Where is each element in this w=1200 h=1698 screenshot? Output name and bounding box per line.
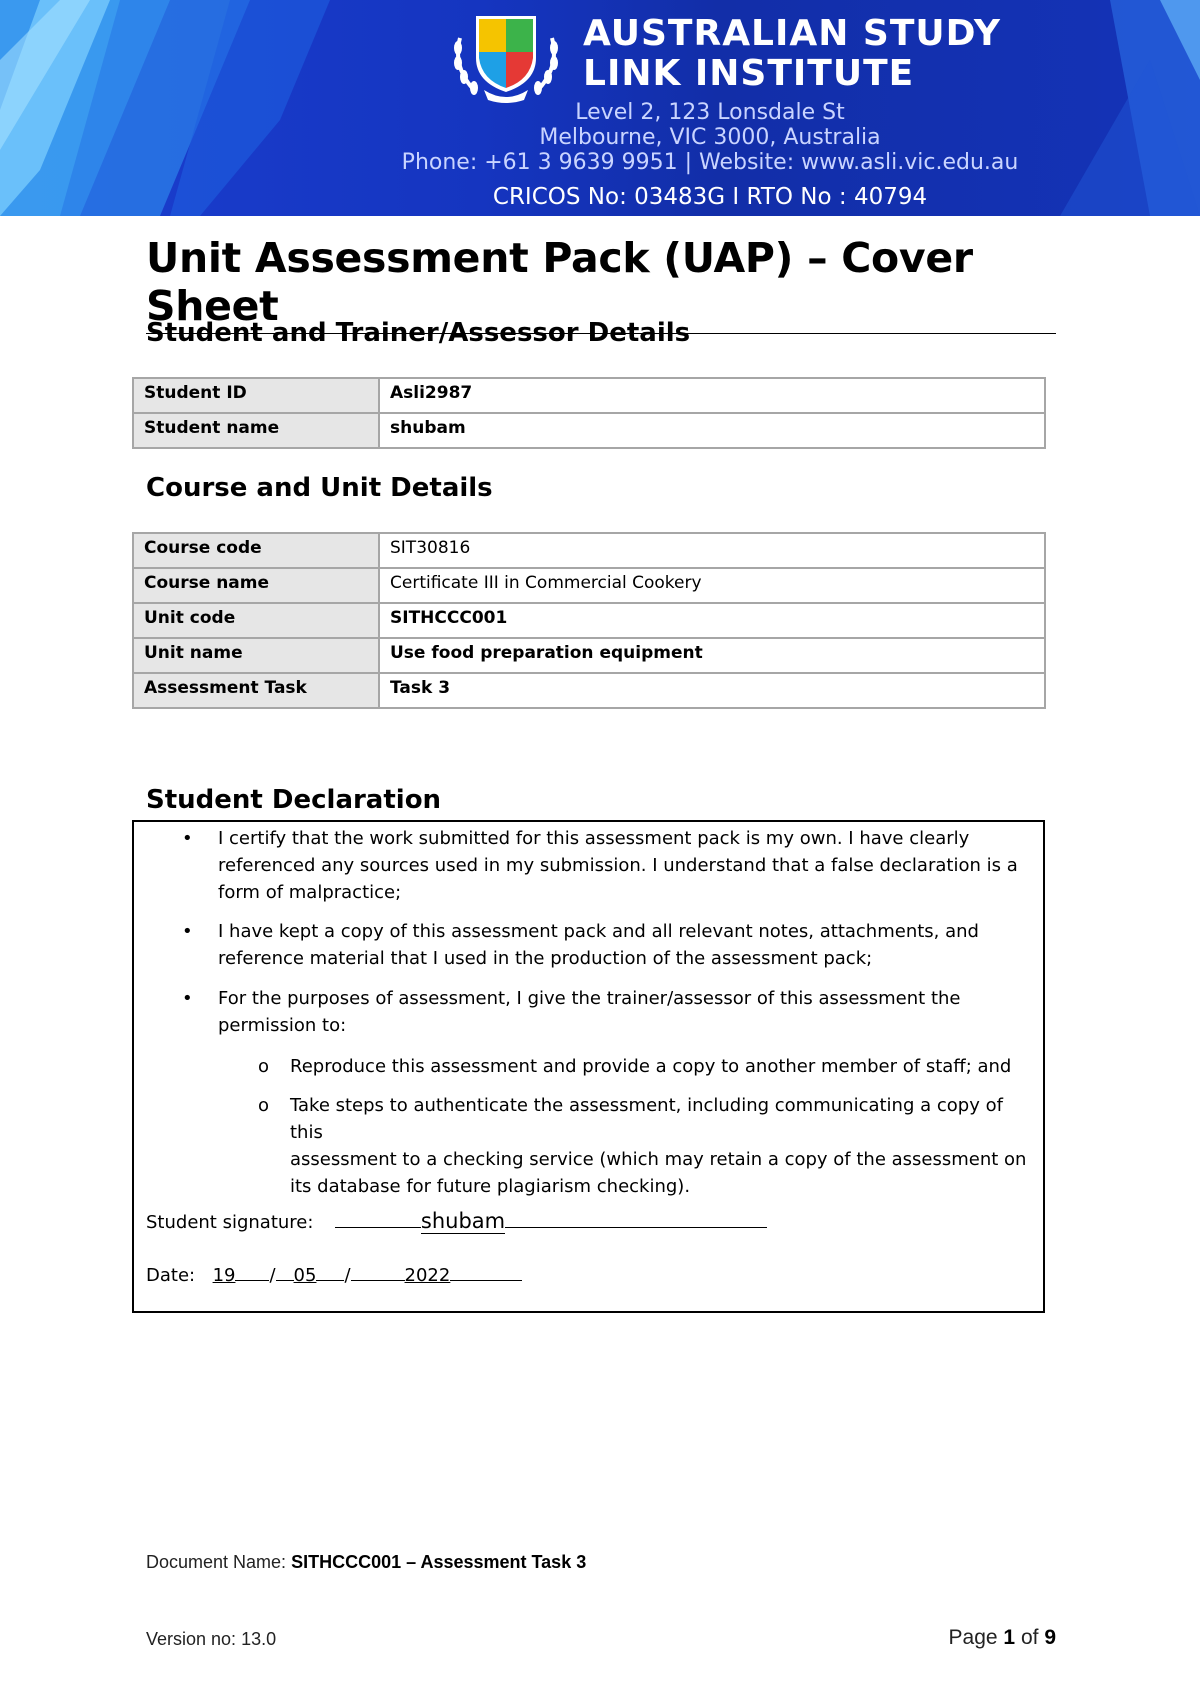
signature-row xyxy=(146,1208,767,1236)
declaration-item-3-line2: permission to: xyxy=(218,1015,347,1036)
student-id-value: Asli2987 xyxy=(379,378,1045,413)
unit-name-label: Unit name xyxy=(133,638,379,673)
declaration-subitem-1-line1: Reproduce this assessment and provide a copy to another member of staff; and xyxy=(290,1056,1012,1077)
declaration-box xyxy=(132,820,1045,1313)
declaration-item-2-line2: reference material that I used in the production of the assessment pack; xyxy=(218,948,873,969)
footer-page-number xyxy=(949,1626,1056,1650)
sub-bullet-icon: o xyxy=(258,1056,270,1077)
page-label: Page xyxy=(948,1626,998,1649)
date-month[interactable]: 05 xyxy=(293,1265,317,1286)
date-year[interactable]: 2022 xyxy=(404,1265,451,1286)
student-details-table xyxy=(132,377,1046,449)
footer-document-name xyxy=(146,1552,586,1573)
table-row xyxy=(133,603,1045,638)
declaration-item-1-line2: referenced any sources used in my submission. I understand that a false declaration is a xyxy=(218,855,1018,876)
address-line1: Level 2, 123 Lonsdale St xyxy=(575,100,845,125)
unit-name-value: Use food preparation equipment xyxy=(379,638,1045,673)
footer-version: Version no: 13.0 xyxy=(146,1629,277,1649)
date-label: Date: xyxy=(146,1265,196,1286)
course-code-value: SIT30816 xyxy=(379,533,1045,568)
declaration-item-3 xyxy=(218,985,1028,1039)
declaration-item-1 xyxy=(218,825,1028,906)
student-id-label: Student ID xyxy=(133,378,379,413)
declaration-subitem-2 xyxy=(290,1092,1040,1200)
course-name-label: Course name xyxy=(133,568,379,603)
declaration-subitem-2-line3: its database for future plagiarism checking). xyxy=(290,1176,691,1197)
date-day[interactable]: 19 xyxy=(212,1265,236,1286)
course-code-label: Course code xyxy=(133,533,379,568)
declaration-item-3-line1: For the purposes of assessment, I give the trainer/assessor of this assessment the xyxy=(218,988,961,1009)
declaration-heading: Student Declaration xyxy=(146,785,442,815)
table-row xyxy=(133,378,1045,413)
page-current: 1 xyxy=(1003,1626,1016,1649)
table-row xyxy=(133,568,1045,603)
table-row xyxy=(133,638,1045,673)
document-name-value: SITHCCC001 – Assessment Task 3 xyxy=(291,1552,587,1572)
institute-name-line2: LINK INSTITUTE xyxy=(583,53,915,94)
assessment-task-value: Task 3 xyxy=(379,673,1045,708)
signature-value[interactable]: shubam xyxy=(420,1209,506,1233)
date-row: Date: 19 / 05 / 2022 xyxy=(146,1262,522,1289)
cricos-line: CRICOS No: 03483G I RTO No : 40794 xyxy=(492,184,928,210)
table-row xyxy=(133,413,1045,448)
course-name-value: Certificate III in Commercial Cookery xyxy=(379,568,1045,603)
course-details-table xyxy=(132,532,1046,709)
contact-line: Phone: +61 3 9639 9951 | Website: www.asli.vic.edu.au xyxy=(401,150,1019,175)
declaration-bullet-icon: • xyxy=(182,921,193,942)
declaration-bullet-icon: • xyxy=(182,988,193,1009)
declaration-bullet-icon: • xyxy=(182,828,193,849)
sub-bullet-icon: o xyxy=(258,1095,270,1116)
declaration-item-2-line1: I have kept a copy of this assessment pack and all relevant notes, attachments, and xyxy=(218,921,979,942)
institute-name-line1: AUSTRALIAN STUDY xyxy=(583,13,1001,54)
declaration-item-2 xyxy=(218,918,1028,972)
page-of: of xyxy=(1020,1626,1039,1649)
declaration-subitem-1 xyxy=(290,1053,1040,1080)
crest-logo-icon xyxy=(446,8,566,106)
unit-code-value: SITHCCC001 xyxy=(379,603,1045,638)
page-title: Unit Assessment Pack (UAP) – Cover Sheet xyxy=(146,234,1056,334)
document-name-label: Document Name: xyxy=(146,1552,287,1572)
institute-name xyxy=(583,14,1001,94)
declaration-subitem-2-line2: assessment to a checking service (which may retain a copy of the assessment on xyxy=(290,1149,1027,1170)
unit-code-label: Unit code xyxy=(133,603,379,638)
student-name-label: Student name xyxy=(133,413,379,448)
signature-label: Student signature: xyxy=(146,1212,314,1233)
course-details-heading: Course and Unit Details xyxy=(146,473,493,503)
page-total: 9 xyxy=(1044,1626,1056,1649)
declaration-item-1-line3: form of malpractice; xyxy=(218,882,402,903)
declaration-item-1-line1: I certify that the work submitted for this assessment pack is my own. I have clearly xyxy=(218,828,970,849)
assessment-task-label: Assessment Task xyxy=(133,673,379,708)
address-line2: Melbourne, VIC 3000, Australia xyxy=(539,125,881,150)
declaration-subitem-2-line1: Take steps to authenticate the assessment, including communicating a copy of this xyxy=(290,1095,1003,1143)
student-name-value: shubam xyxy=(379,413,1045,448)
student-details-heading: Student and Trainer/Assessor Details xyxy=(146,318,691,348)
table-row xyxy=(133,673,1045,708)
header-banner xyxy=(0,0,1200,216)
table-row xyxy=(133,533,1045,568)
